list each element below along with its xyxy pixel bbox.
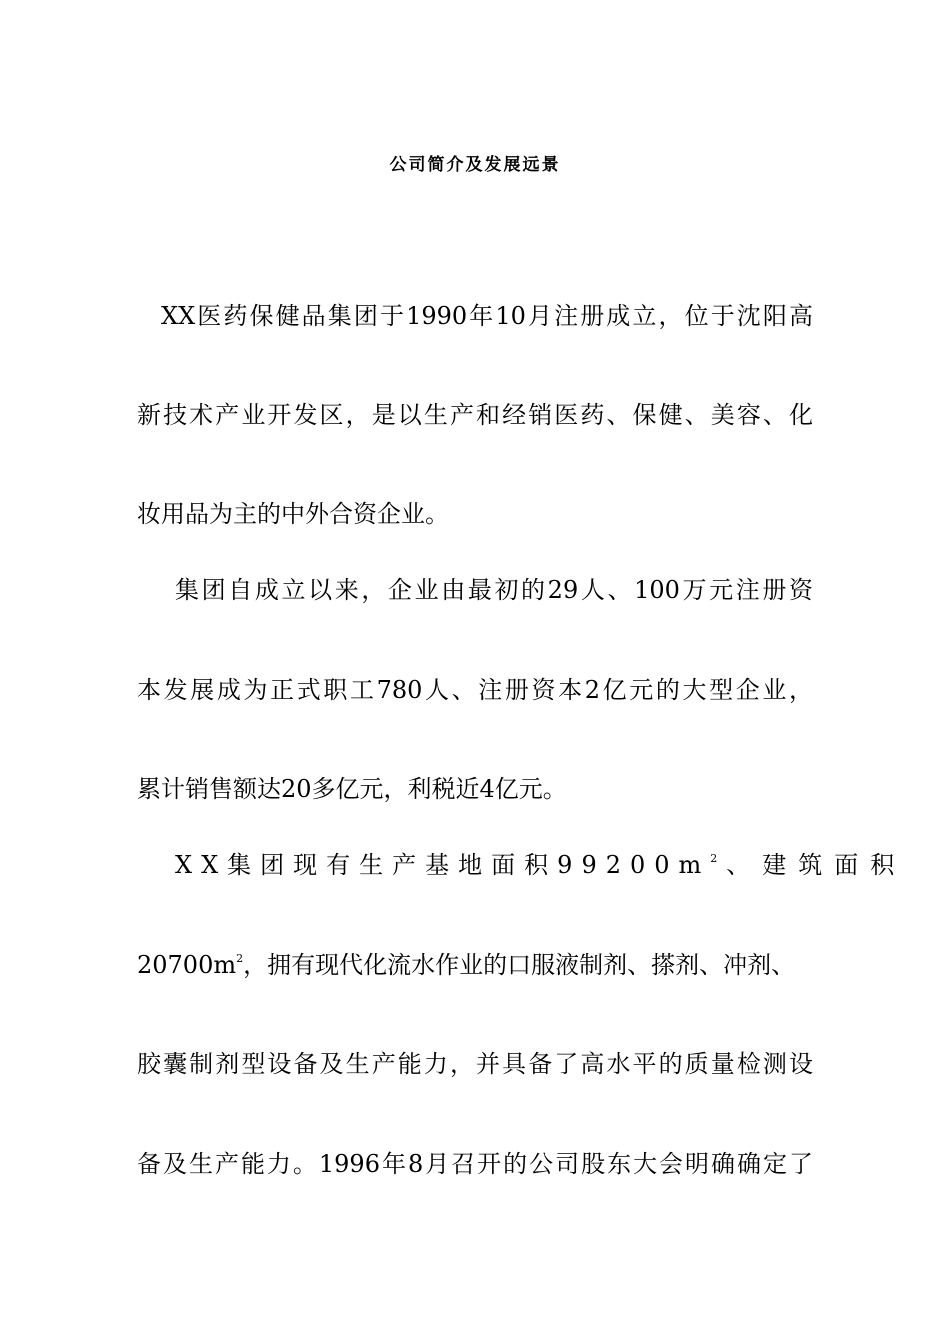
paragraph-1-line-1: XX医药保健品集团于1990年10月注册成立，位于沈阳高 bbox=[161, 302, 813, 330]
paragraph-3-line-3: 胶囊制剂型设备及生产能力，并具备了高水平的质量检测设 bbox=[137, 1050, 813, 1078]
paragraph-3-line-1-part-b: 、建筑面积 bbox=[726, 851, 907, 879]
paragraph-1-line-2: 新技术产业开发区，是以生产和经销医药、保健、美容、化 bbox=[137, 401, 813, 429]
paragraph-3-line-2-part-b: ，拥有现代化流水作业的口服液制剂、搽剂、冲剂、 bbox=[243, 951, 796, 979]
paragraph-2-line-2: 本发展成为正式职工780人、注册资本2亿元的大型企业， bbox=[137, 676, 813, 704]
paragraph-2-line-1: 集团自成立以来，企业由最初的29人、100万元注册资 bbox=[175, 576, 813, 604]
paragraph-2-line-3: 累计销售额达20多亿元，利税近4亿元。 bbox=[137, 775, 567, 803]
paragraph-3-line-1 bbox=[137, 850, 907, 880]
superscript-two: 2 bbox=[710, 852, 727, 865]
paragraph-3-line-1-part-a: XX集团现有生产基地面积$99200m^2$ bbox=[175, 851, 727, 879]
paragraph-3-line-2-part-a: 20700m bbox=[137, 951, 237, 979]
paragraph-1-line-3: 妆用品为主的中外合资企业。 bbox=[137, 500, 449, 528]
document-title: 公司简介及发展远景 bbox=[389, 155, 561, 175]
paragraph-3-line-2 bbox=[137, 950, 813, 980]
paragraph-3-line-4: 备及生产能力。1996年8月召开的公司股东大会明确确定了 bbox=[137, 1150, 813, 1178]
superscript-two-second: 2 bbox=[236, 952, 244, 965]
